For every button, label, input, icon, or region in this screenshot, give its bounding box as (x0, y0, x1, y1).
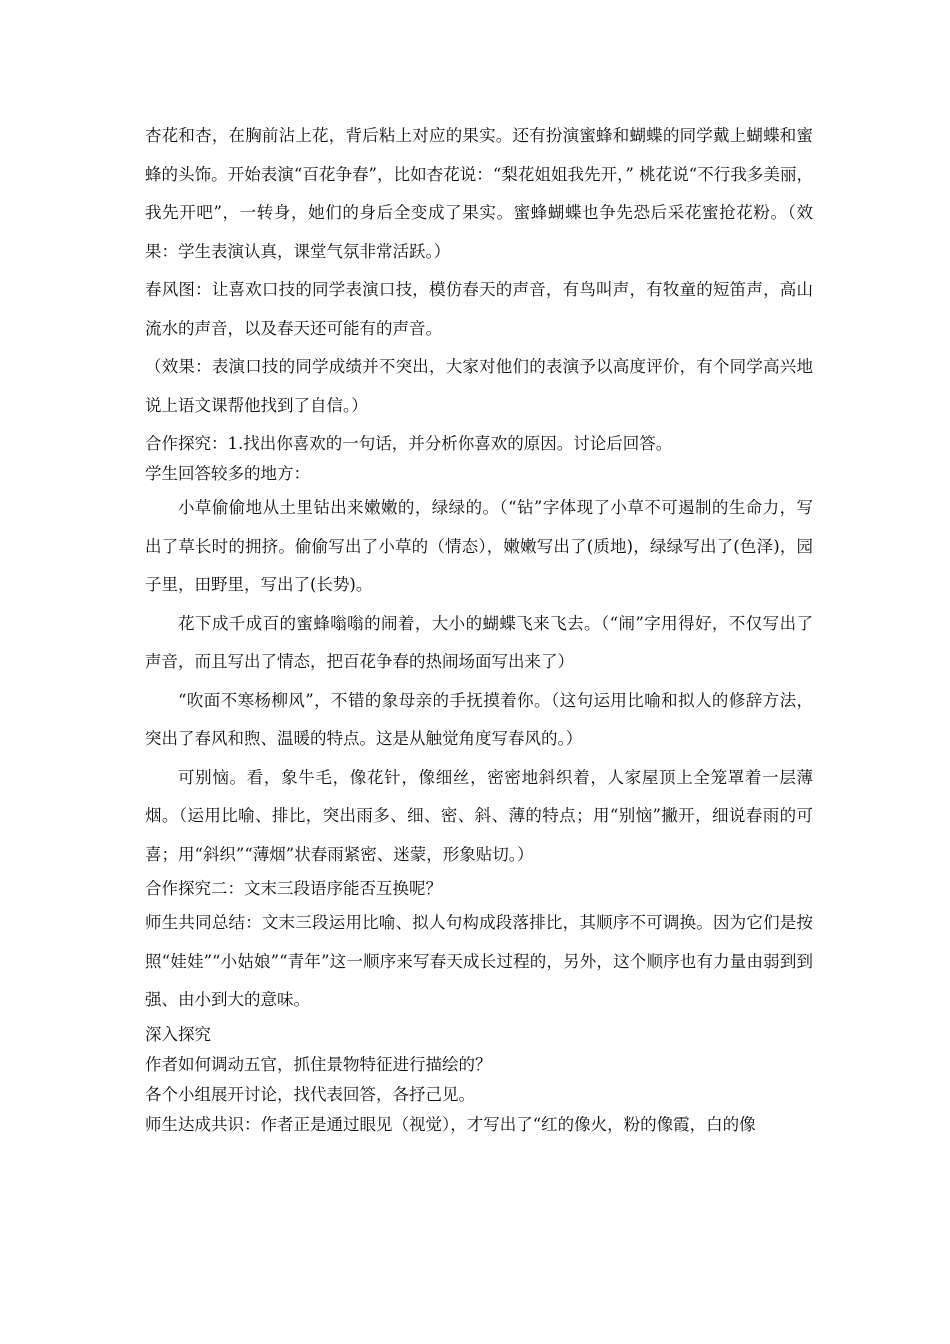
paragraph-rain: 可别恼。看，象牛毛，像花针，像细丝，密密地斜织着，人家屋顶上全笼罩着一层薄烟。（运用比喻、排比，突出雨多、细、密、斜、薄的特点；用“别恼”撇开，细说春雨的可喜；用“斜织”“薄烟”状春雨紧密、迷蒙，形象贴切。） (145, 767, 813, 864)
paragraph-summary: 师生共同总结：文末三段运用比喻、拟人句构成段落排比，其顺序不可调换。因为它们是按照“娃娃”“小姑娘”“青年”这一顺序来写春天成长过程的，另外，这个顺序也有力量由弱到到强、由小到大的意味。 (145, 913, 813, 1009)
paragraph-deep-inquiry: 深入探究 (145, 1024, 211, 1044)
paragraph-consensus: 师生达成共识：作者正是通过眼见（视觉），才写出了“红的像火，粉的像霞，白的像 (145, 1114, 756, 1134)
document-body (145, 117, 813, 1140)
paragraph-question: 作者如何调动五官，抓住景物特征进行描绘的？ (145, 1054, 492, 1074)
paragraph-performance: 杏花和杏，在胸前沾上花，背后粘上对应的果实。还有扮演蜜蜂和蝴蝶的同学戴上蝴蝶和蜜蜂的头饰。开始表演“百花争春”，比如杏花说：“梨花姐姐我先开，” 桃花说“不行我多美丽，我先开吧”，一转身，她们的身后全变成了果实。蜜蜂蝴蝶也争先恐后采花蜜抢花粉。（效果：学生表演认真，课堂气氛非常活跃。） (145, 126, 813, 261)
paragraph-discussion: 各个小组展开讨论，找代表回答，各抒己见。 (145, 1084, 475, 1104)
paragraph-student-answers: 学生回答较多的地方： (145, 464, 310, 483)
paragraph-cooperative-inquiry-1: 合作探究：1.找出你喜欢的一句话，并分析你喜欢的原因。讨论后回答。 (145, 434, 673, 453)
paragraph-grass: 小草偷偷地从土里钻出来嫩嫩的，绿绿的。（“钻”字体现了小草不可遏制的生命力，写出了草长时的拥挤。偷偷写出了小草的（情态），嫩嫩写出了(质地)，绿绿写出了(色泽)，园子里，田野里，写出了(长势)。 (145, 498, 813, 594)
paragraph-effect: （效果：表演口技的同学成绩并不突出，大家对他们的表演予以高度评价，有个同学高兴地说上语文课帮他找到了自信。） (145, 357, 813, 415)
paragraph-wind: “吹面不寒杨柳风”，不错的象母亲的手抚摸着你。（这句运用比喻和拟人的修辞方法，突出了春风和煦、温暖的特点。这是从触觉角度写春风的。） (145, 690, 813, 748)
paragraph-spring-wind: 春风图：让喜欢口技的同学表演口技，模仿春天的声音，有鸟叫声，有牧童的短笛声，高山流水的声音，以及春天还可能有的声音。 (145, 280, 813, 338)
paragraph-cooperative-inquiry-2: 合作探究二：文末三段语序能否互换呢？ (145, 879, 442, 898)
paragraph-bees: 花下成千成百的蜜蜂嗡嗡的闹着，大小的蝴蝶飞来飞去。（“闹”字用得好，不仅写出了声音，而且写出了情态，把百花争春的热闹场面写出来了） (145, 613, 813, 671)
